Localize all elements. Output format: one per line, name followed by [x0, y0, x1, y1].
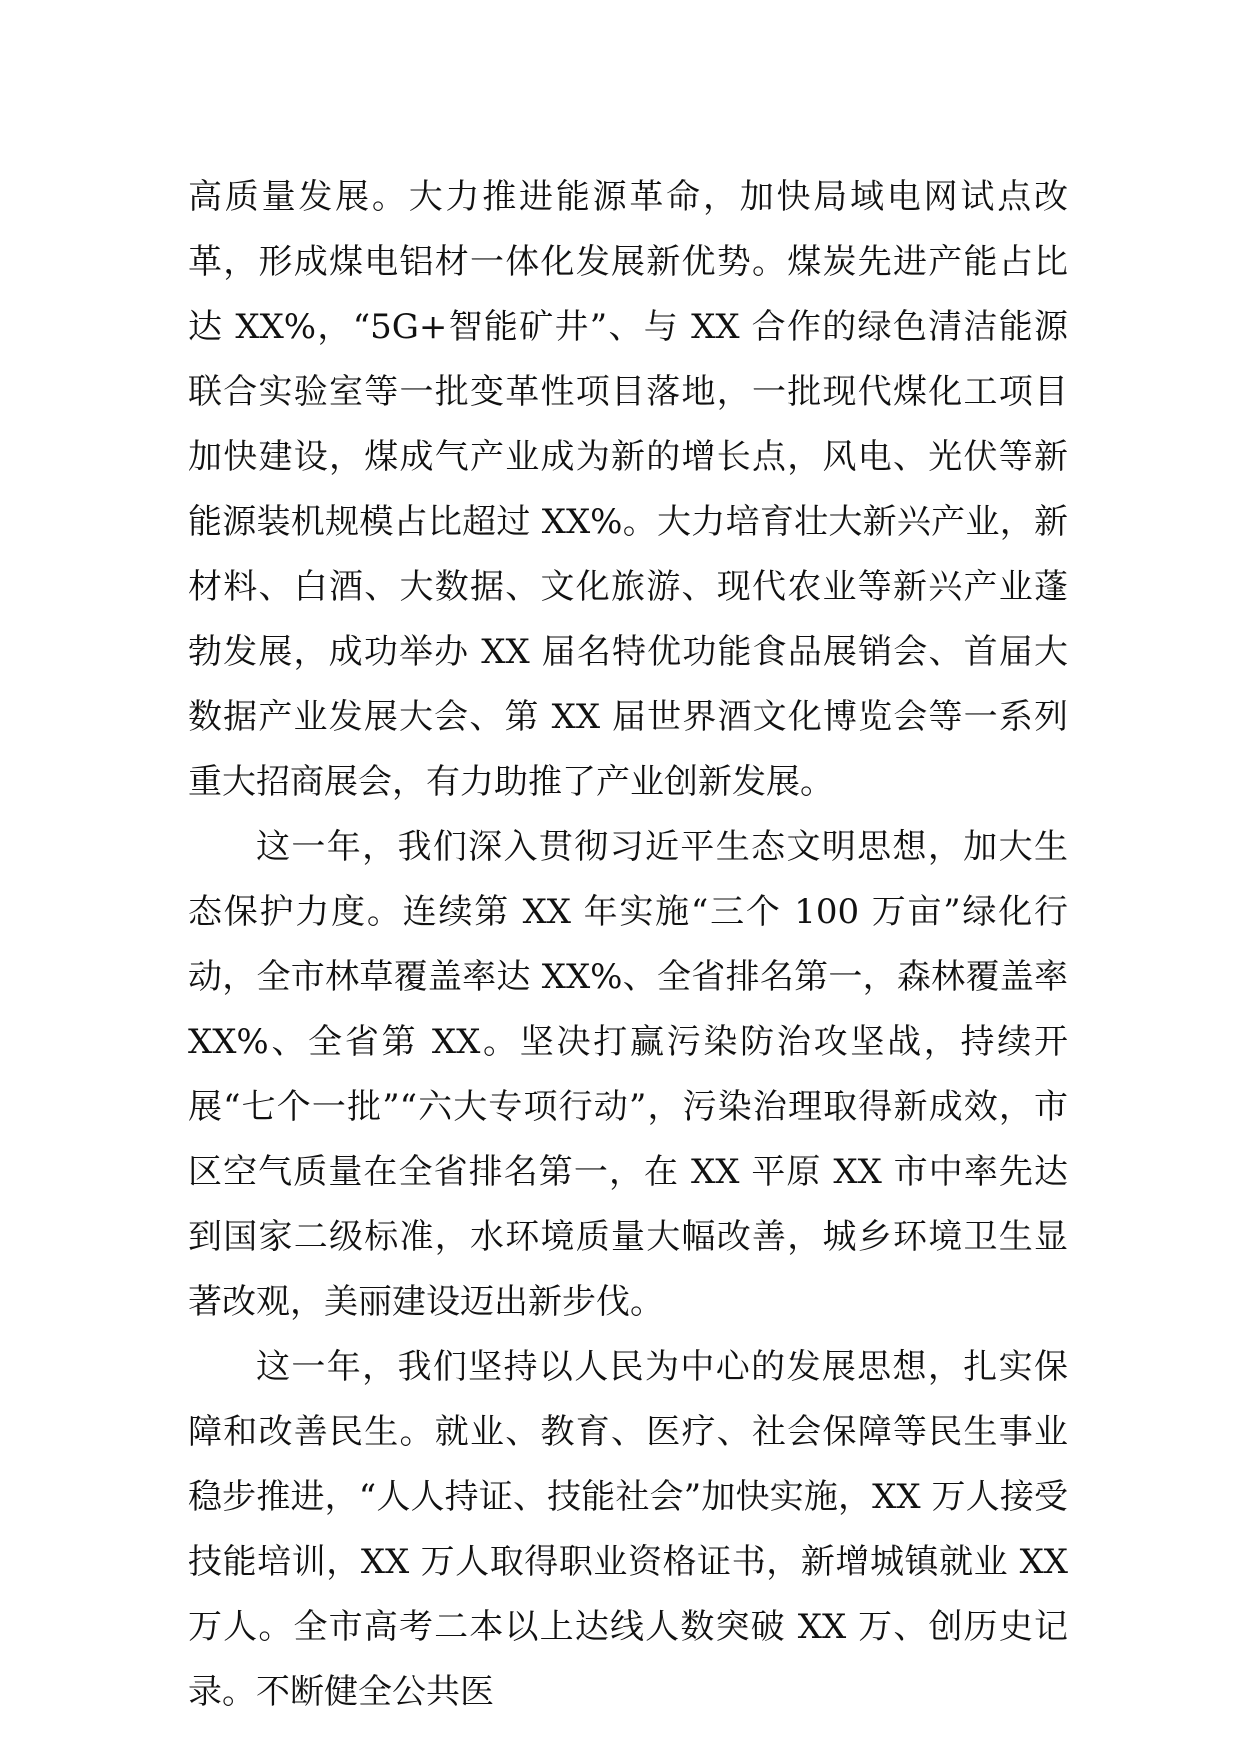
paragraph-ecology-protection: 这一年，我们深入贯彻习近平生态文明思想，加大生态保护力度。连续第 XX 年实施“三个 100 万亩”绿化行动，全市林草覆盖率达 XX%、全省排名第一，森林覆盖率 XX%、全省第 XX。坚决打赢污染防治攻坚战，持续开展“七个一批”“六大专项行动”，污染治理取得新成效，市区空气质量在全省排名第一，在 XX 平原 XX 市中率先达到国家二级标准，水环境质量大幅改善，城乡环境卫生显著改观，美丽建设迈出新步伐。	[188, 827, 1068, 1322]
paragraph-people-livelihood: 这一年，我们坚持以人民为中心的发展思想，扎实保障和改善民生。就业、教育、医疗、社会保障等民生事业稳步推进，“人人持证、技能社会”加快实施，XX 万人接受技能培训，XX 万人取得职业资格证书，新增城镇就业 XX 万人。全市高考二本以上达线人数突破 XX 万、创历史记录。不断健全公共医	[188, 1347, 1068, 1712]
paragraph-industry-development: 高质量发展。大力推进能源革命，加快局域电网试点改革，形成煤电铝材一体化发展新优势。煤炭先进产能占比达 XX%，“5G+智能矿井”、与 XX 合作的绿色清洁能源联合实验室等一批变革性项目落地，一批现代煤化工项目加快建设，煤成气产业成为新的增长点，风电、光伏等新能源装机规模占比超过 XX%。大力培育壮大新兴产业，新材料、白酒、大数据、文化旅游、现代农业等新兴产业蓬勃发展，成功举办 XX 届名特优功能食品展销会、首届大数据产业发展大会、第 XX 届世界酒文化博览会等一系列重大招商展会，有力助推了产业创新发展。	[188, 177, 1068, 802]
document-body	[188, 165, 1068, 1725]
